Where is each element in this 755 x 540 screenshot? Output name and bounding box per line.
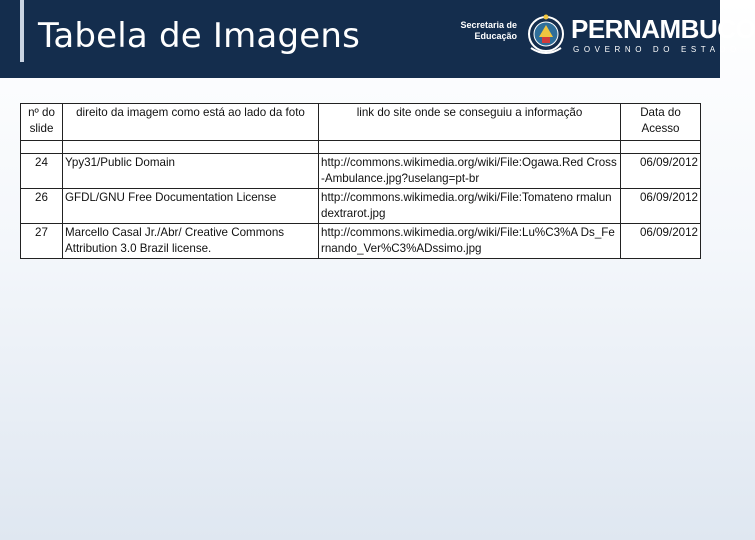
table-row — [21, 189, 701, 224]
spacer-cell — [319, 141, 621, 154]
date-cell: 06/09/2012 — [621, 224, 701, 259]
table-row — [21, 154, 701, 189]
table-header-row — [21, 104, 701, 141]
spacer-cell — [621, 141, 701, 154]
rights-cell: Ypy31/Public Domain — [63, 154, 319, 189]
rights-cell: GFDL/GNU Free Documentation License — [63, 189, 319, 224]
link-cell: http://commons.wikimedia.org/wiki/File:Lu%C3%A Ds_Fernando_Ver%C3%ADssimo.jpg — [319, 224, 621, 259]
pernambuco-logo — [455, 12, 755, 58]
date-cell: 06/09/2012 — [621, 154, 701, 189]
link-cell: http://commons.wikimedia.org/wiki/File:Tomateno rmalundextrarot.jpg — [319, 189, 621, 224]
spacer-cell — [21, 141, 63, 154]
link-cell: http://commons.wikimedia.org/wiki/File:Ogawa.Red Cross-Ambulance.jpg?uselang=pt-br — [319, 154, 621, 189]
image-credits-table — [20, 103, 701, 259]
state-seal-icon — [525, 12, 567, 58]
slide-number-cell: 27 — [21, 224, 63, 259]
column-header-link: link do site onde se conseguiu a informação — [319, 104, 621, 141]
header-bar — [0, 0, 755, 78]
brand-name: PERNAMBUCO — [571, 14, 755, 44]
column-header-rights: direito da imagem como está ao lado da foto — [63, 104, 319, 141]
rights-cell: Marcello Casal Jr./Abr/ Creative Commons Attribution 3.0 Brazil license. — [63, 224, 319, 259]
brand-tagline: GOVERNO DO ESTADO — [573, 45, 741, 54]
column-header-date: Data do Acesso — [621, 104, 701, 141]
header-accent-bar — [20, 0, 24, 62]
secretaria-label: Secretaria de Educação — [460, 20, 517, 41]
slide-number-cell: 24 — [21, 154, 63, 189]
date-cell: 06/09/2012 — [621, 189, 701, 224]
column-header-slide: nº do slide — [21, 104, 63, 141]
spacer-cell — [63, 141, 319, 154]
page-title: Tabela de Imagens — [38, 16, 361, 56]
slide-number-cell: 26 — [21, 189, 63, 224]
table-row — [21, 224, 701, 259]
table-spacer-row — [21, 141, 701, 154]
